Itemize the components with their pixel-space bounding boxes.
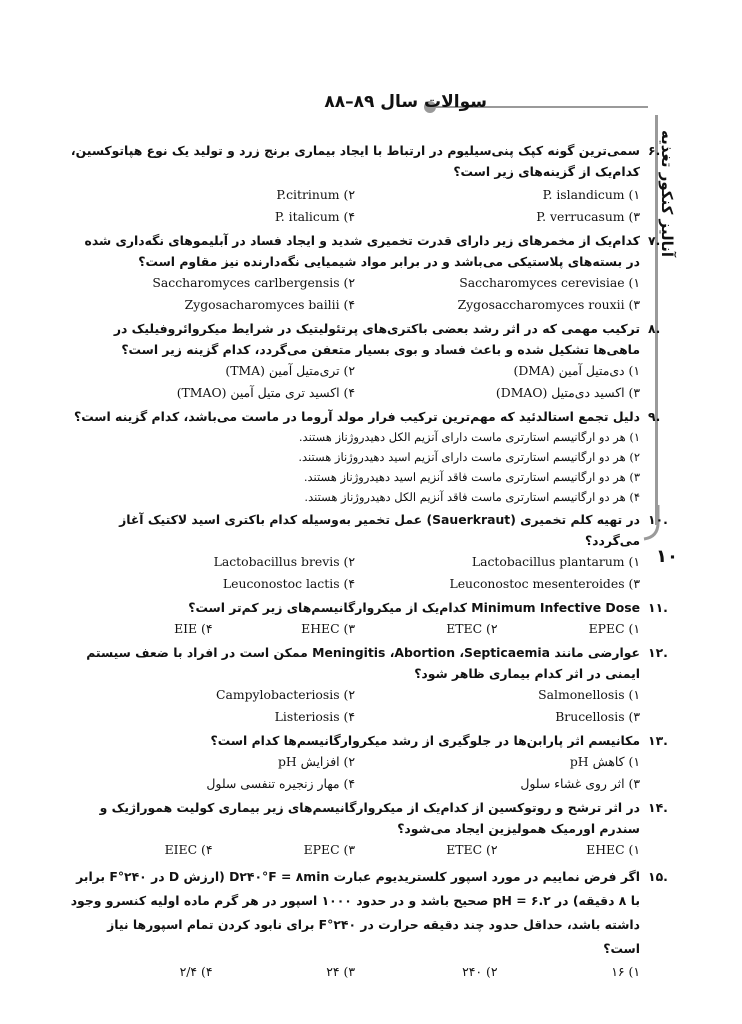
option-1[interactable]: ۱) EPEC (588, 621, 640, 636)
option-3[interactable]: ۳) Leuconostoc mesenteroides (449, 576, 640, 591)
question-number: ۸. (648, 321, 661, 336)
question-number: ۱۲. (648, 645, 668, 660)
option-3[interactable]: ۳) EPEC (303, 842, 355, 857)
question-stem: Minimum Infective Dose کدام‌یک از میکروارگانیسم‌های زیر کم‌تر است؟ (188, 600, 640, 615)
question-number: ۱۰. (648, 512, 668, 527)
question-9 (70, 406, 661, 427)
question-stem: دلیل تجمع استالدئید که مهم‌ترین ترکیب فرار مولد آروما در ماست می‌باشد، کدام گزینه است؟ (74, 409, 640, 424)
question-number: ۶. (648, 143, 661, 158)
question-stem: کدام‌یک از مخمرهای زیر دارای قدرت تخمیری شدید و ایجاد فساد در آبلیموهای نگه‌داری شده در بسته‌های پلاستیکی می‌باشد و در برابر مواد شیمیایی نگه‌دارنده نیز مقاوم است؟ (84, 233, 640, 269)
options (70, 618, 640, 640)
option-2[interactable]: ۲) P.citrinum (276, 187, 355, 202)
option-4[interactable]: ۴) P. italicum (274, 209, 355, 224)
option-3[interactable]: ۳) Brucellosis (555, 709, 640, 724)
option-2[interactable]: ۲) ETEC (446, 842, 498, 857)
question-number: ۱۱. (648, 600, 668, 615)
option-3[interactable]: ۳) Zygosaccharomyces rouxii (457, 297, 640, 312)
options (70, 684, 640, 728)
page-title: سوالات سال ۸۹–۸۸ (324, 92, 487, 112)
question-6 (70, 140, 661, 182)
option-4[interactable]: ۴) Zygosacharomyces bailii (184, 297, 355, 312)
option-4[interactable]: ۴) هر دو ارگانیسم استارتری ماست فاقد آنزیم الکل دهیدروژناز هستند. (304, 490, 640, 504)
option-4[interactable]: ۴) ۲/۴ (179, 964, 213, 979)
option-4[interactable]: ۴) Listeriosis (274, 709, 355, 724)
question-11 (70, 597, 668, 618)
option-3[interactable]: ۳) EHEC (301, 621, 355, 636)
option-1[interactable]: ۱) EHEC (586, 842, 640, 857)
options (70, 184, 640, 228)
option-2[interactable]: ۲) هر دو ارگانیسم استارتری ماست دارای آنزیم اسید دهیدروژناز هستند. (298, 450, 640, 464)
question-number: ۱۴. (648, 800, 668, 815)
options (70, 272, 640, 316)
option-1[interactable]: ۱) Saccharomyces cerevisiae (459, 275, 640, 290)
option-2[interactable]: ۲) تری‌متیل آمین (TMA) (225, 363, 355, 378)
question-7 (70, 230, 661, 272)
side-label: آنالیز کنکور تغذیه (658, 130, 676, 258)
question-stem: عوارضی مانند Meningitis ،Abortion ،Septicaemia ممکن است در افراد با ضعف سیستم ایمنی در اثر کدام بیماری ظاهر شود؟ (86, 645, 640, 681)
option-2[interactable]: ۲) افزایش pH (277, 754, 355, 769)
question-stem: ترکیب مهمی که در اثر رشد بعضی باکتری‌های پرتئولیتیک در شرایط میکروائروفیلیک در ماهی‌ها تشکیل شده و باعث فساد و بوی بسیار متعفن می‌گردد، کدام گزینه زیر است؟ (113, 321, 640, 357)
option-1[interactable]: ۱) کاهش pH (569, 754, 640, 769)
option-1[interactable]: ۱) Lactobacillus plantarum (471, 554, 640, 569)
option-2[interactable]: ۲) ۲۴۰ (462, 964, 498, 979)
question-number: ۱۳. (648, 733, 668, 748)
options (70, 360, 640, 404)
question-stem: اگر فرض نماییم در مورد اسپور کلستریدیوم عبارت D۲۴۰°F = ۸min (ارزش D در ۲۴۰°F برابر با ۸ دقیقه) در pH = ۶.۲ صحیح باشد و در حدود ۱۰۰۰ اسپور در هر گرم ماده اولیه کنسرو وجود داشته باشد، حداقل حدود چند دقیقه حرارت در ۲۴۰°F برای نابود کردن تمام اسپورها نیاز است؟ (70, 869, 640, 956)
option-1[interactable]: ۱) P. islandicum (542, 187, 640, 202)
option-4[interactable]: ۴) EIEC (164, 842, 213, 857)
option-2[interactable]: ۲) Lactobacillus brevis (213, 554, 355, 569)
option-1[interactable]: ۱) دی‌متیل آمین (DMA) (513, 363, 640, 378)
option-4[interactable]: ۴) EIE (174, 621, 213, 636)
option-3[interactable]: ۳) اکسید دی‌متیل (DMAO) (495, 385, 640, 400)
option-2[interactable]: ۲) Saccharomyces carlbergensis (152, 275, 355, 290)
option-4[interactable]: ۴) Leuconostoc lactis (222, 576, 355, 591)
option-3[interactable]: ۳) هر دو ارگانیسم استارتری ماست فاقد آنزیم اسید دهیدروژناز هستند. (303, 470, 640, 484)
option-2[interactable]: ۲) ETEC (446, 621, 498, 636)
options (70, 961, 640, 983)
option-3[interactable]: ۳) اثر روی غشاء سلول (520, 776, 640, 791)
option-2[interactable]: ۲) Campylobacteriosis (215, 687, 355, 702)
question-14 (70, 797, 668, 839)
question-13 (70, 730, 668, 751)
option-1[interactable]: ۱) هر دو ارگانیسم استارتری ماست دارای آنزیم الکل دهیدروژناز هستند. (298, 430, 640, 444)
options (70, 551, 640, 595)
question-8 (70, 318, 661, 360)
option-4[interactable]: ۴) اکسید تری متیل آمین (TMAO) (176, 385, 355, 400)
option-4[interactable]: ۴) مهار زنجیره تنفسی سلول (206, 776, 355, 791)
question-12 (70, 642, 668, 684)
question-number: ۷. (648, 233, 661, 248)
question-number: ۱۵. (648, 869, 668, 884)
question-stem: در اثر ترشح و روتوکسین از کدام‌یک از میکروارگانیسم‌های زیر بیماری کولیت هموراژیک و سندرم اورمیک همولیزین ایجاد می‌شود؟ (99, 800, 640, 836)
options (70, 751, 640, 795)
question-10 (70, 509, 668, 551)
option-1[interactable]: ۱) ۱۶ (611, 964, 640, 979)
option-1[interactable]: ۱) Salmonellosis (538, 687, 640, 702)
question-number: ۹. (648, 409, 661, 424)
question-stem: مکانیسم اثر پارابن‌ها در جلوگیری از رشد میکروارگانیسم‌ها کدام است؟ (210, 733, 640, 748)
option-3[interactable]: ۳) ۲۴ (326, 964, 355, 979)
question-15 (70, 865, 668, 961)
question-stem: در تهیه کلم تخمیری (Sauerkraut) عمل تخمیر به‌وسیله کدام باکتری اسید لاکتیک آغاز می‌گردد؟ (119, 512, 640, 548)
option-3[interactable]: ۳) P. verrucasum (536, 209, 640, 224)
options (70, 839, 640, 861)
question-stem: سمی‌ترین گونه کپک پنی‌سیلیوم در ارتباط با ایجاد بیماری برنج زرد و تولید یک نوع هپاتوکسین، کدام‌یک از گزینه‌های زیر است؟ (70, 143, 640, 179)
page-number: ۱۰ (656, 546, 678, 567)
options (70, 427, 640, 507)
section-header (300, 92, 662, 118)
